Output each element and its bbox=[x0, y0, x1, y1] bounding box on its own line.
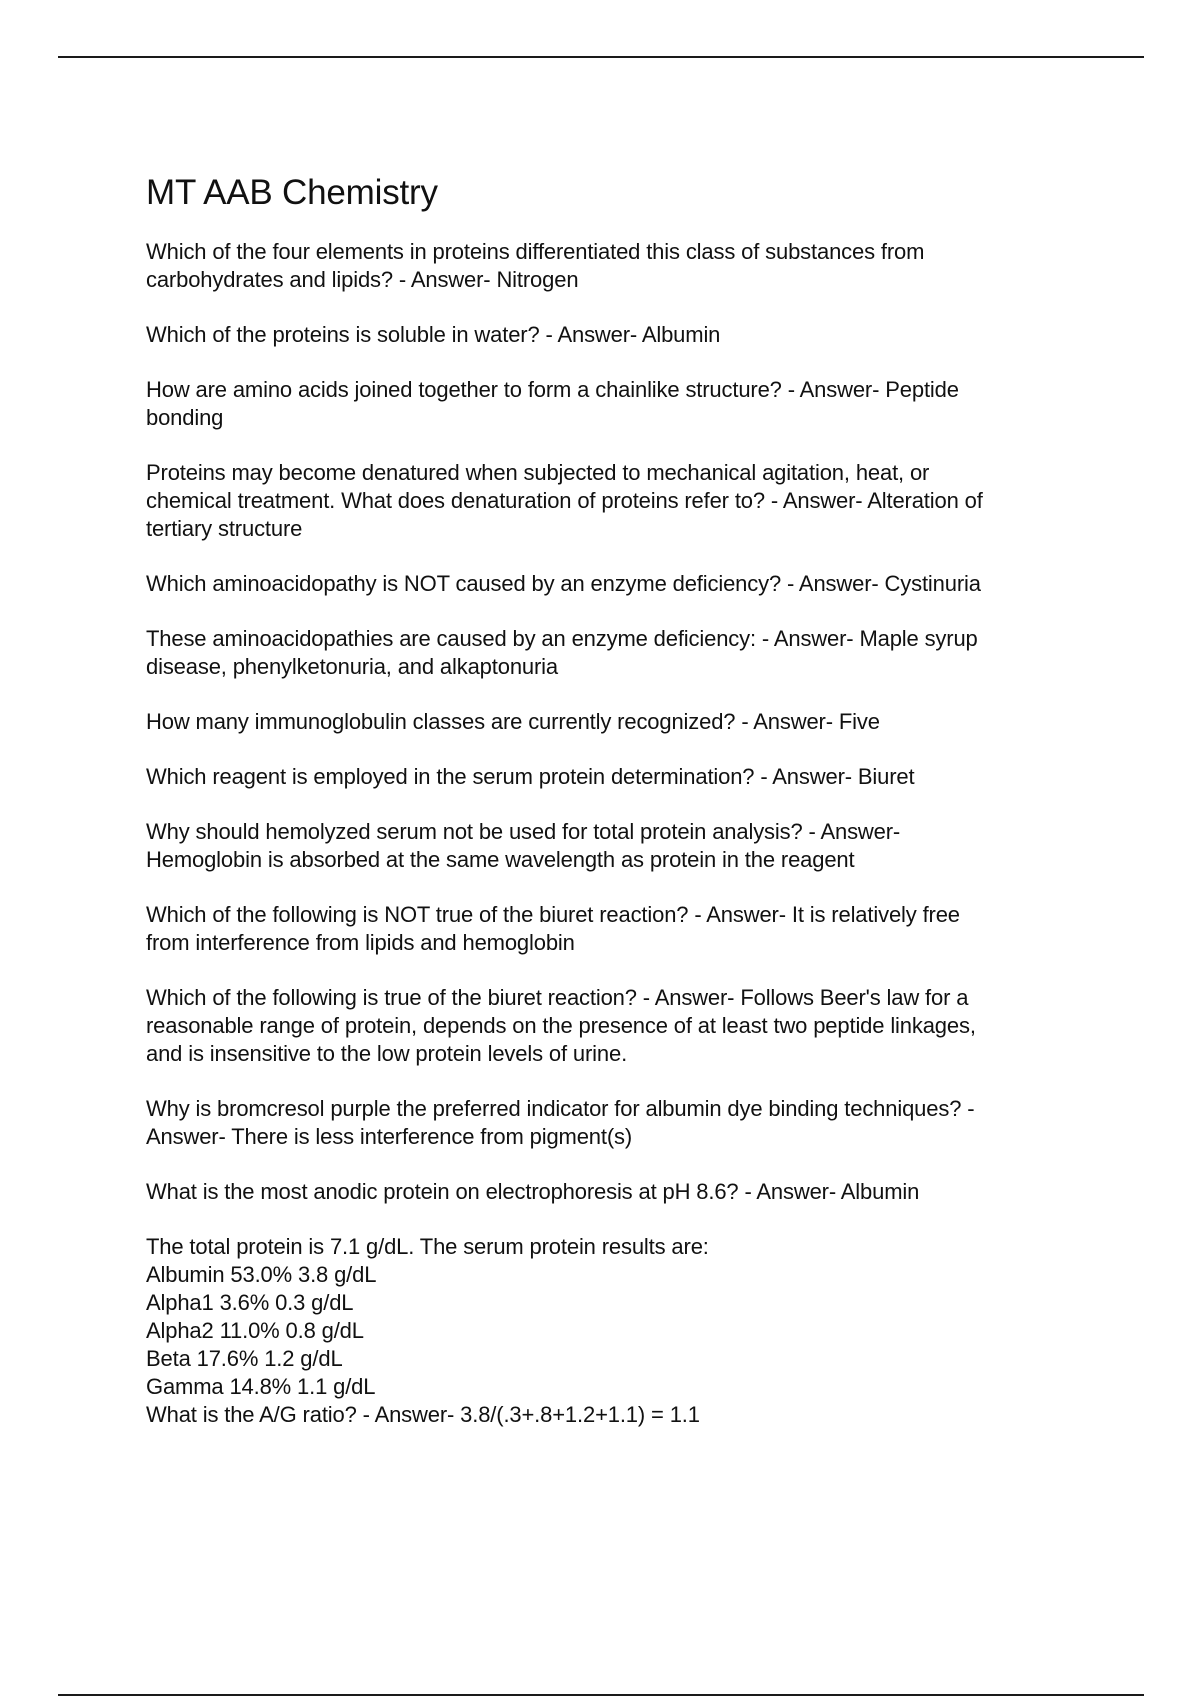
qa-item-8 bbox=[146, 763, 1091, 791]
qa-item-3 bbox=[146, 376, 1091, 432]
document-body bbox=[146, 172, 1091, 1456]
qa-line: Albumin 53.0% 3.8 g/dL bbox=[146, 1262, 377, 1287]
qa-line: Hemoglobin is absorbed at the same wavelength as protein in the reagent bbox=[146, 847, 855, 872]
qa-line: Proteins may become denatured when subjected to mechanical agitation, heat, or bbox=[146, 460, 930, 485]
qa-line: The total protein is 7.1 g/dL. The serum protein results are: bbox=[146, 1234, 709, 1259]
qa-item-2 bbox=[146, 321, 1091, 349]
qa-line: What is the A/G ratio? - Answer- 3.8/(.3+.8+1.2+1.1) = 1.1 bbox=[146, 1402, 700, 1427]
qa-item-13 bbox=[146, 1178, 1091, 1206]
qa-item-4 bbox=[146, 459, 1091, 543]
qa-line: Which of the proteins is soluble in water? - Answer- Albumin bbox=[146, 322, 721, 347]
qa-line: Which aminoacidopathy is NOT caused by an enzyme deficiency? - Answer- Cystinuria bbox=[146, 571, 981, 596]
qa-line: Gamma 14.8% 1.1 g/dL bbox=[146, 1374, 376, 1399]
qa-line: Alpha2 11.0% 0.8 g/dL bbox=[146, 1318, 364, 1343]
qa-line: How many immunoglobulin classes are currently recognized? - Answer- Five bbox=[146, 709, 880, 734]
qa-line: carbohydrates and lipids? - Answer- Nitrogen bbox=[146, 267, 579, 292]
qa-line: disease, phenylketonuria, and alkaptonuria bbox=[146, 654, 558, 679]
qa-item-14 bbox=[146, 1233, 1091, 1429]
qa-item-1 bbox=[146, 238, 1091, 294]
qa-line: Alpha1 3.6% 0.3 g/dL bbox=[146, 1290, 354, 1315]
page-title: MT AAB Chemistry bbox=[146, 173, 438, 212]
qa-line: These aminoacidopathies are caused by an enzyme deficiency: - Answer- Maple syrup bbox=[146, 626, 978, 651]
qa-line: Which of the following is NOT true of the biuret reaction? - Answer- It is relatively free bbox=[146, 902, 960, 927]
qa-item-5 bbox=[146, 570, 1091, 598]
qa-line: Answer- There is less interference from pigment(s) bbox=[146, 1124, 633, 1149]
qa-line: bonding bbox=[146, 405, 224, 430]
qa-line: Which of the following is true of the biuret reaction? - Answer- Follows Beer's law for a bbox=[146, 985, 969, 1010]
qa-item-9 bbox=[146, 818, 1091, 874]
qa-line: How are amino acids joined together to form a chainlike structure? - Answer- Peptide bbox=[146, 377, 959, 402]
qa-item-6 bbox=[146, 625, 1091, 681]
qa-line: tertiary structure bbox=[146, 516, 303, 541]
qa-line: chemical treatment. What does denaturation of proteins refer to? - Answer- Alteration of bbox=[146, 488, 983, 513]
qa-line: and is insensitive to the low protein levels of urine. bbox=[146, 1041, 628, 1066]
qa-line: What is the most anodic protein on electrophoresis at pH 8.6? - Answer- Albumin bbox=[146, 1179, 920, 1204]
qa-line: Which of the four elements in proteins differentiated this class of substances from bbox=[146, 239, 925, 264]
qa-item-11 bbox=[146, 984, 1091, 1068]
bottom-rule bbox=[58, 1694, 1144, 1696]
qa-item-7 bbox=[146, 708, 1091, 736]
qa-line: from interference from lipids and hemoglobin bbox=[146, 930, 575, 955]
qa-line: Which reagent is employed in the serum protein determination? - Answer- Biuret bbox=[146, 764, 915, 789]
qa-line: reasonable range of protein, depends on the presence of at least two peptide linkages, bbox=[146, 1013, 976, 1038]
top-rule bbox=[58, 56, 1144, 58]
qa-line: Beta 17.6% 1.2 g/dL bbox=[146, 1346, 343, 1371]
qa-line: Why should hemolyzed serum not be used for total protein analysis? - Answer- bbox=[146, 819, 901, 844]
qa-line: Why is bromcresol purple the preferred indicator for albumin dye binding techniques? - bbox=[146, 1096, 975, 1121]
qa-item-12 bbox=[146, 1095, 1091, 1151]
qa-item-10 bbox=[146, 901, 1091, 957]
